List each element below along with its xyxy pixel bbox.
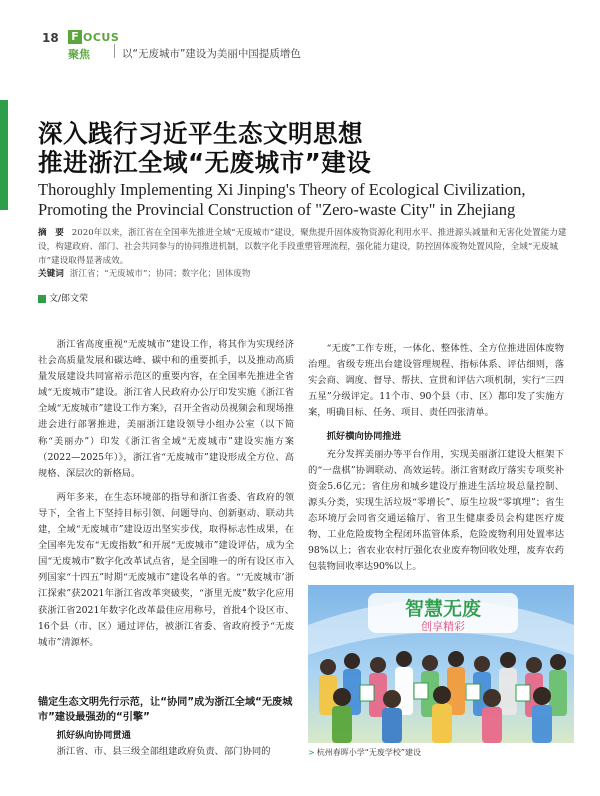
article-title-cn-line1: 深入践行习近平生态文明思想 xyxy=(38,119,363,148)
paragraph: 浙江省高度重视“无废城市”建设工作，将其作为实现经济社会高质量发展和碳达峰、碳中和的重要抓手，以及推动高质量发展建设共同富裕示范区的重要内容，在全国率先推进全省域“无废城市”建设。浙江省人民政府办公厅印发实施《浙江省全域“无废城市”建设工作方案》，召开全省动员视频会和现场推进会进行部署推进，美丽浙江建设领导小组办公室（以下简称“美丽办”）印发《浙江省全域“无废城市”建设实施方案（2022—2025年）》，浙江省“无废城市”建设形成全方位、高规格、深层次的新格局。 xyxy=(38,339,294,479)
caption-arrow-icon: > xyxy=(308,748,315,757)
keywords-text: 浙江省；“无废城市”；协同；数字化；固体废物 xyxy=(69,269,251,279)
keywords xyxy=(38,268,574,281)
page-header xyxy=(0,0,600,60)
section-title: 以“无废城市”建设为美丽中国提质增色 xyxy=(122,48,301,60)
author-marker xyxy=(38,295,46,303)
green-side-bar xyxy=(0,100,8,210)
photo-banner-text: 智慧无废 xyxy=(404,598,482,620)
article-title-cn-line2: 推进浙江全域“无废城市”建设 xyxy=(38,148,372,177)
photo-caption-text: 杭州春晖小学“无废学校”建设 xyxy=(316,748,421,757)
focus-logo-word: OCUS xyxy=(83,31,120,44)
photo-illustration xyxy=(308,585,574,743)
photo-banner-subtext: 创享精彩 xyxy=(421,620,465,633)
body-column-left-end xyxy=(38,728,294,760)
keywords-label: 关键词 xyxy=(38,269,64,279)
page-number: 18 xyxy=(42,31,59,45)
article-title-en: Thoroughly Implementing Xi Jinping's Theory of Ecological Civilization, Promoting the Provincial Construction of "Zero-waste City" in Zhejiang xyxy=(38,180,526,219)
focus-logo-cn: 聚焦 xyxy=(68,48,90,61)
subheading: 抓好横向协同推进 xyxy=(326,431,401,443)
paragraph: “无废”工作专班，一体化、整体性、全方位推进固体废物治理。省级专班出台建设管理规程、指标体系、评估细则，落实会商、调度、督导、帮扶、宣贯和评估六项机制，实行“三四五星”分级评定。11个市、90个县（市、区）都印发了实施方案，明确目标、任务、项目、责任四张清单。 xyxy=(308,343,564,419)
section-heading: 锚定生态文明先行示范，让“协同”成为浙江全域“无废城市”建设最强劲的“引擎” xyxy=(38,697,293,723)
subheading: 抓好纵向协同贯通 xyxy=(56,730,131,741)
author-byline xyxy=(38,291,88,304)
header-divider xyxy=(114,44,115,58)
author-name: 文/郎文荣 xyxy=(49,294,89,304)
abstract-text: 2020年以来，浙江省在全国率先推进全域“无废城市”建设，聚焦提升固体废物资源化利用水平、推进源头减量和无害化处置能力建设，构建政府、部门、社会共同参与的协同推进机制，以数字化手段重塑管理流程，强化能力建设，防控固体废物处置风险，全域“无废城市”建设取得显著成效。 xyxy=(38,228,567,266)
article-photo xyxy=(308,585,574,743)
body-column-left xyxy=(38,337,294,659)
abstract xyxy=(38,226,574,268)
focus-logo-letter: F xyxy=(68,30,82,44)
body-column-right xyxy=(308,341,564,583)
paragraph: 两年多来，在生态环境部的指导和浙江省委、省政府的领导下，全省上下坚持目标引领、问题导向、创新驱动、联动共建，全域“无废城市”建设迈出坚实步伐，取得标志性成果，在全国率先发布“无废指数”和开展“无废城市”建设评估，成为全国“无废城市”数字化改革试点省，是全国唯一的所有设区市入列国家“十四五”时期“无废城市”建设名单的省。“‘无废城市’浙江探索”获2021年浙江省改革突破奖，“浙里无废”数字化应用获浙江省2021年数字化改革最佳应用称号，首批4个设区市、16个县（市、区）通过评估，被浙江省委、省政府授予“无废城市”清源杯。 xyxy=(38,491,294,648)
photo-caption xyxy=(308,747,421,758)
focus-logo xyxy=(68,30,124,60)
article-title-cn xyxy=(38,119,578,177)
abstract-label: 摘 要 xyxy=(38,228,64,238)
paragraph: 充分发挥美丽办等平台作用，实现美丽浙江建设大框架下的“一盘棋”协调联动、高效运转。浙江省财政厅落实专项奖补资金5.6亿元；省住房和城乡建设厅推进生活垃圾总量控制、源头分类，实现生活垃圾“零增长”、原生垃圾“零填埋”；省生态环境厅会同省交通运输厅、省卫生健康委员会构建医疗废物、工业危险废物全程闭环监管体系，危险废物利用处置率达98%以上；省农业农村厅强化农业废弃物回收处理，废弃农药包装物回收率达90%以上。 xyxy=(308,448,564,573)
paragraph: 浙江省、市、县三级全部组建政府负责、部门协同的 xyxy=(56,746,271,757)
